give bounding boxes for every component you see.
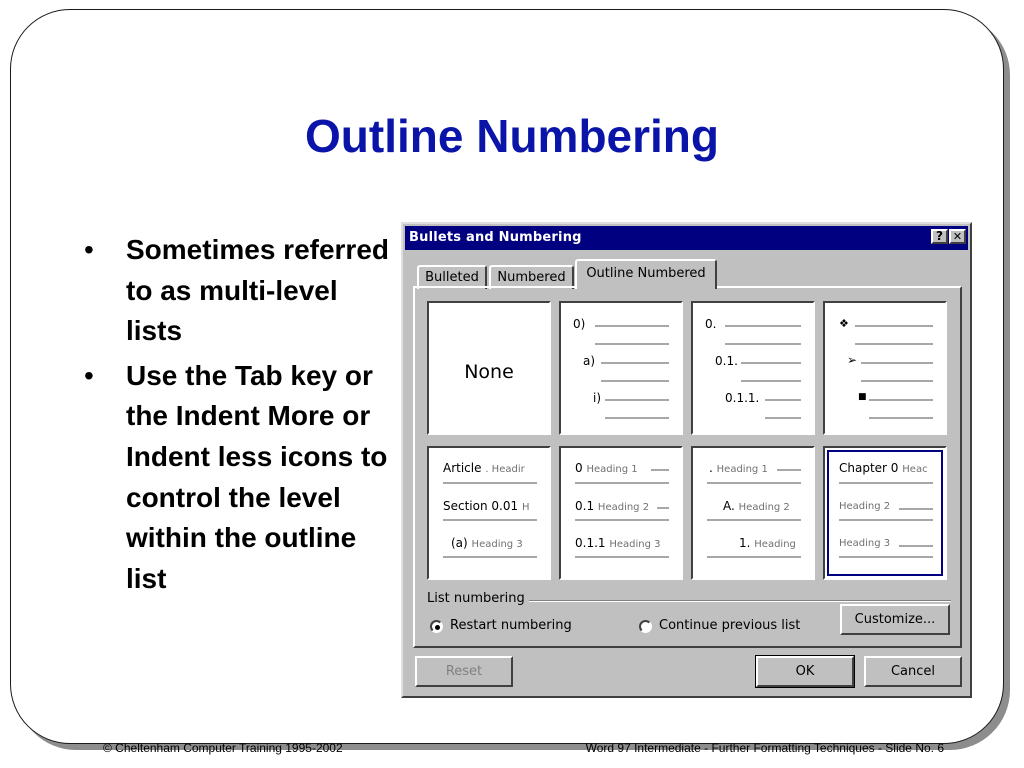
footer-copyright: © Cheltenham Computer Training 1995-2002 — [103, 741, 343, 755]
footer-slide-info: Word 97 Intermediate - Further Formatting Techniques - Slide No. 6 — [585, 741, 944, 755]
help-button[interactable]: ? — [931, 229, 948, 244]
preview-line — [855, 325, 933, 327]
heading-label: Heac — [902, 464, 928, 475]
reset-button[interactable]: Reset — [415, 656, 513, 687]
heading-label: Heading 3 — [471, 539, 523, 550]
bullet-text: Use the Tab key or the Indent More or Indent less icons to control the level within the outline list — [126, 359, 388, 594]
continue-previous-label[interactable]: Continue previous list — [659, 618, 801, 633]
option-article-section[interactable] — [427, 446, 551, 580]
tab-label: Outline Numbered — [586, 266, 706, 281]
option-decimal-numbering[interactable] — [691, 301, 815, 435]
preview-line — [575, 482, 669, 484]
bullet-item — [84, 230, 394, 352]
preview-line — [899, 545, 933, 547]
bullet-list — [84, 230, 394, 603]
heading-label: . Headir — [485, 464, 525, 475]
ok-button[interactable]: OK — [756, 656, 854, 687]
preview-line — [595, 325, 669, 327]
tab-outline-numbered[interactable] — [575, 259, 717, 289]
preview-line — [443, 519, 537, 521]
level-3-label — [451, 536, 523, 550]
level-3-number: 1. — [739, 536, 751, 550]
level-1-label — [443, 461, 525, 475]
slide-title: Outline Numbering — [305, 110, 719, 162]
preview-line — [899, 508, 933, 510]
preview-line — [707, 556, 801, 558]
dialog-title: Bullets and Numbering — [409, 230, 582, 245]
option-chapter-heading[interactable] — [823, 446, 947, 580]
restart-numbering-radio[interactable] — [430, 620, 443, 633]
close-button[interactable]: ✕ — [949, 229, 966, 244]
preview-line — [725, 343, 801, 345]
option-none[interactable] — [427, 301, 551, 435]
level-2-number: A. — [723, 499, 735, 513]
preview-line — [839, 556, 933, 558]
diamond-bullet-icon: ❖ — [839, 317, 849, 330]
list-numbering-label: List numbering — [427, 591, 529, 606]
level-1-label — [709, 461, 768, 475]
preview-line — [605, 417, 669, 419]
preview-line — [443, 556, 537, 558]
customize-button[interactable]: Customize... — [840, 604, 950, 635]
level-2-label — [443, 499, 529, 513]
level-1-label: 0. — [705, 317, 717, 331]
level-1-number: . — [709, 461, 713, 475]
arrow-bullet-icon: ➢ — [847, 353, 858, 367]
preview-line — [765, 399, 801, 401]
level-2-number: Section 0.01 — [443, 499, 519, 513]
heading-label: Heading 2 — [738, 502, 790, 513]
preview-line — [741, 362, 801, 364]
bullet-text: Sometimes referred to as multi-level lists — [126, 234, 390, 347]
heading-label: Heading 1 — [716, 464, 768, 475]
preview-line — [601, 380, 669, 382]
preview-line — [861, 362, 933, 364]
level-2-label: 0.1. — [715, 354, 738, 368]
preview-line — [839, 519, 933, 521]
square-bullet-icon: ■ — [858, 392, 867, 402]
preview-line — [765, 417, 801, 419]
level-3-label: 0.1.1. — [725, 391, 760, 405]
cancel-button[interactable]: Cancel — [864, 656, 962, 687]
radio-selected-dot — [435, 625, 440, 630]
preview-line — [725, 325, 801, 327]
level-3-label: i) — [593, 391, 602, 405]
preview-line — [839, 482, 933, 484]
heading-label: H — [521, 502, 530, 513]
preview-line — [707, 519, 801, 521]
level-2-label — [575, 499, 649, 513]
bullet-dot-icon: • — [84, 234, 94, 265]
level-1-number: 0 — [575, 461, 583, 475]
level-1-label — [575, 461, 638, 475]
preview-line — [651, 469, 669, 471]
preview-line — [657, 507, 669, 509]
option-none-label: None — [464, 361, 514, 383]
preview-line — [869, 399, 933, 401]
restart-numbering-label[interactable]: Restart numbering — [450, 618, 572, 633]
preview-line — [855, 343, 933, 345]
level-2-label — [723, 499, 790, 513]
option-symbol-bullets[interactable] — [823, 301, 947, 435]
heading-label: Heading 3 — [609, 539, 661, 550]
heading-label: Heading 2 — [597, 502, 650, 513]
level-2-label: Heading 2 — [839, 501, 891, 512]
level-2-label: a) — [583, 354, 596, 368]
preview-line — [595, 343, 669, 345]
level-3-label — [739, 536, 796, 550]
level-3-number: 0.1.1 — [575, 536, 606, 550]
preview-line — [741, 380, 801, 382]
level-3-label: Heading 3 — [839, 538, 891, 549]
level-1-number: Chapter 0 — [839, 461, 899, 475]
option-paren-numbering[interactable] — [559, 301, 683, 435]
level-1-number: Article — [443, 461, 482, 475]
preview-line — [443, 482, 537, 484]
tab-label: Numbered — [497, 270, 566, 285]
preview-line — [869, 417, 933, 419]
level-3-label — [575, 536, 661, 550]
preview-line — [777, 469, 801, 471]
tab-label: Bulleted — [425, 270, 479, 285]
bullet-item — [84, 356, 394, 600]
level-3-number: (a) — [451, 536, 468, 550]
option-legal-numbering[interactable] — [559, 446, 683, 580]
continue-previous-radio[interactable] — [639, 620, 652, 633]
bullet-dot-icon: • — [84, 359, 94, 391]
preview-line — [601, 362, 669, 364]
level-1-label — [839, 461, 928, 475]
heading-label: Heading 1 — [586, 464, 638, 475]
heading-label: Heading — [754, 539, 796, 550]
preview-line — [575, 519, 669, 521]
preview-line — [605, 399, 669, 401]
preview-line — [861, 380, 933, 382]
dialog-titlebar[interactable] — [405, 226, 968, 250]
preview-line — [575, 556, 669, 558]
level-1-label: 0) — [573, 317, 586, 331]
option-roman-heading[interactable] — [691, 446, 815, 580]
level-2-number: 0.1 — [575, 499, 595, 513]
bullets-and-numbering-dialog — [401, 222, 972, 698]
preview-line — [707, 482, 801, 484]
